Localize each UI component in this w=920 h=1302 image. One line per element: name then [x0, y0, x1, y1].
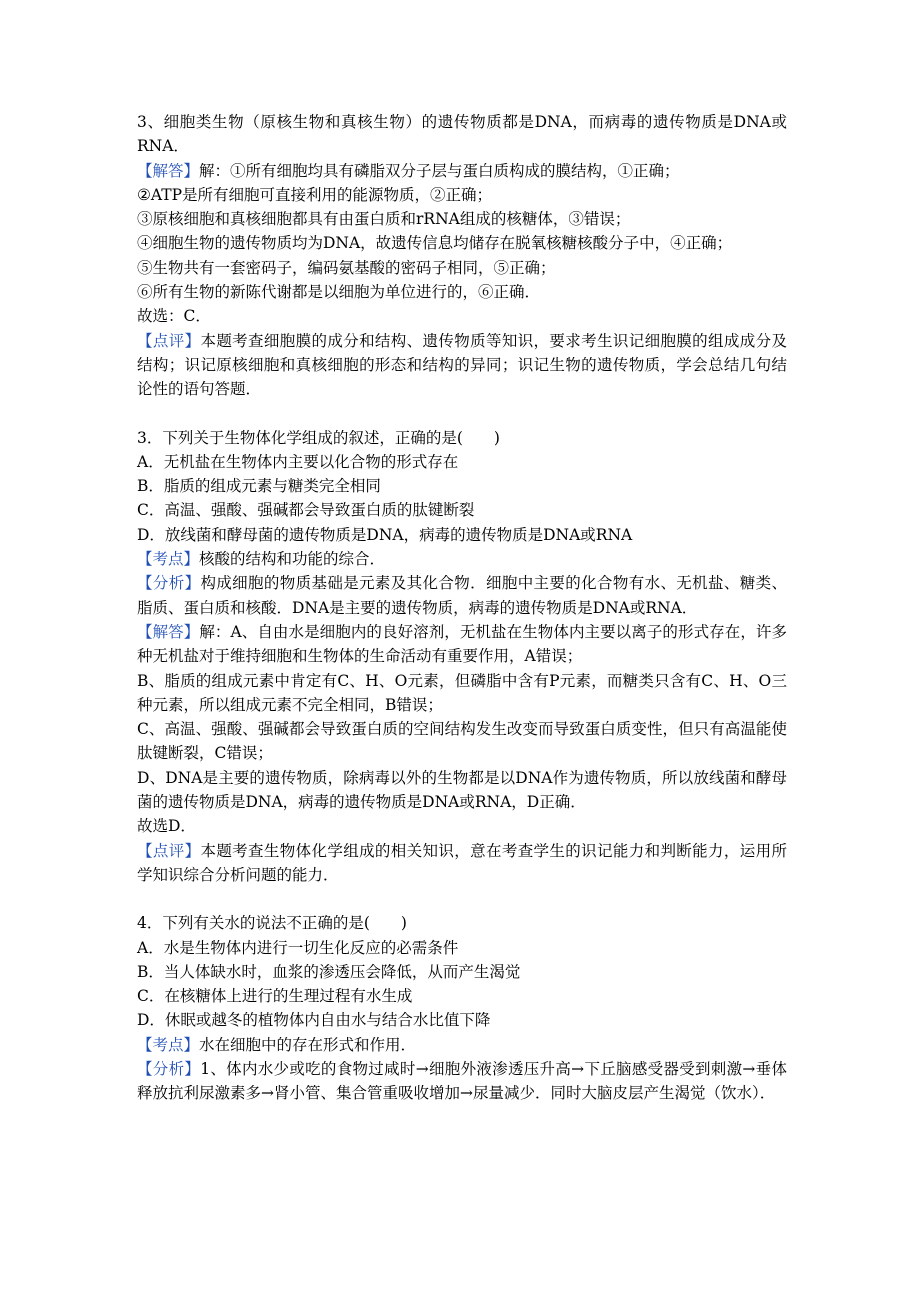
option-d: D．休眠或越冬的植物体内自由水与结合水比值下降	[137, 1011, 491, 1030]
answer-paragraph: 【解答】解：A、自由水是细胞内的良好溶剂，无机盐在生物体内主要以离子的形式存在，许多种无机盐对于维持细胞和生物体的生命活动有重要作用，A错误；	[137, 622, 787, 666]
answer-choice: 故选D．	[137, 817, 196, 836]
answer-paragraph: B、脂质的组成元素中肯定有C、H、O元素，但磷脂中含有P元素，而糖类只含有C、H、O三种元素，所以组成元素不完全相同，B错误；	[137, 671, 787, 714]
option-b: B．脂质的组成元素与糖类完全相同	[137, 477, 381, 496]
option-a: A．水是生物体内进行一切生化反应的必需条件	[137, 938, 459, 957]
point-tag: 【考点】	[137, 550, 200, 569]
answer-line: ③原核细胞和真核细胞都具有由蛋白质和rRNA组成的核糖体，③错误；	[137, 210, 631, 229]
answer-line: ⑤生物共有一套密码子，编码氨基酸的密码子相同，⑤正确；	[137, 258, 556, 277]
answer-line: ②ATP是所有细胞可直接利用的能源物质，②正确；	[137, 185, 493, 204]
point-line: 【考点】核酸的结构和功能的综合．	[137, 550, 386, 569]
option-c: C．高温、强酸、强碱都会导致蛋白质的肽键断裂	[137, 501, 475, 520]
answer-choice: 故选：C．	[137, 307, 211, 326]
answer-line: ⑥所有生物的新陈代谢都是以细胞为单位进行的，⑥正确．	[137, 283, 541, 302]
note-paragraph: 3、细胞类生物（原核生物和真核生物）的遗传物质都是DNA，而病毒的遗传物质是DNA或RNA．	[137, 113, 787, 156]
answer-line: ④细胞生物的遗传物质均为DNA，故遗传信息均储存在脱氧核糖核酸分子中，④正确；	[137, 234, 733, 253]
point-tag: 【考点】	[137, 1035, 200, 1054]
comment-paragraph: 【点评】本题考查细胞膜的成分和结构、遗传物质等知识，要求考生识记细胞膜的组成成分及结构；识记原核细胞和真核细胞的形态和结构的异同；识记生物的遗传物质，学会总结几句结论性的语句答题．	[137, 331, 787, 399]
point-line: 【考点】水在细胞中的存在形式和作用．	[137, 1035, 417, 1054]
answer-paragraph: D、DNA是主要的遗传物质，除病毒以外的生物都是以DNA作为遗传物质，所以放线菌和酵母菌的遗传物质是DNA，病毒的遗传物质是DNA或RNA，D正确．	[137, 768, 787, 812]
comment-tag: 【点评】	[137, 841, 201, 860]
answer-paragraph: C、高温、强酸、强碱都会导致蛋白质的空间结构发生改变而导致蛋白质变性，但只有高温能使肽键断裂，C错误；	[137, 720, 787, 763]
question-stem: 4．下列有关水的说法不正确的是( )	[137, 914, 407, 933]
option-b: B．当人体缺水时，血浆的渗透压会降低，从而产生渴觉	[137, 962, 521, 981]
comment-paragraph: 【点评】本题考查生物体化学组成的相关知识，意在考查学生的识记能力和判断能力，运用所学知识综合分析问题的能力．	[137, 841, 787, 884]
spacer	[137, 887, 787, 911]
option-a: A．无机盐在生物体内主要以化合物的形式存在	[137, 452, 459, 471]
question-stem: 3．下列关于生物体化学组成的叙述，正确的是( )	[137, 428, 500, 447]
document-body	[137, 110, 787, 1106]
analysis-tag: 【分析】	[137, 574, 201, 593]
analysis-paragraph: 【分析】构成细胞的物质基础是元素及其化合物．细胞中主要的化合物有水、无机盐、糖类、脂质、蛋白质和核酸．DNA是主要的遗传物质，病毒的遗传物质是DNA或RNA．	[137, 574, 787, 617]
comment-tag: 【点评】	[137, 331, 201, 350]
spacer	[137, 402, 787, 426]
analysis-paragraph: 【分析】1、体内水少或吃的食物过咸时→细胞外液渗透压升高→下丘脑感受器受到刺激→垂体释放抗利尿激素多→肾小管、集合管重吸收增加→尿量减少．同时大脑皮层产生渴觉（饮水）．	[137, 1059, 787, 1103]
answer-tag: 【解答】	[137, 622, 200, 641]
option-c: C．在核糖体上进行的生理过程有水生成	[137, 987, 413, 1006]
answer-line: 【解答】解：①所有细胞均具有磷脂双分子层与蛋白质构成的膜结构，①正确；	[137, 161, 680, 180]
analysis-tag: 【分析】	[137, 1059, 201, 1078]
option-d: D．放线菌和酵母菌的遗传物质是DNA，病毒的遗传物质是DNA或RNA	[137, 525, 633, 544]
answer-tag: 【解答】	[137, 161, 200, 180]
